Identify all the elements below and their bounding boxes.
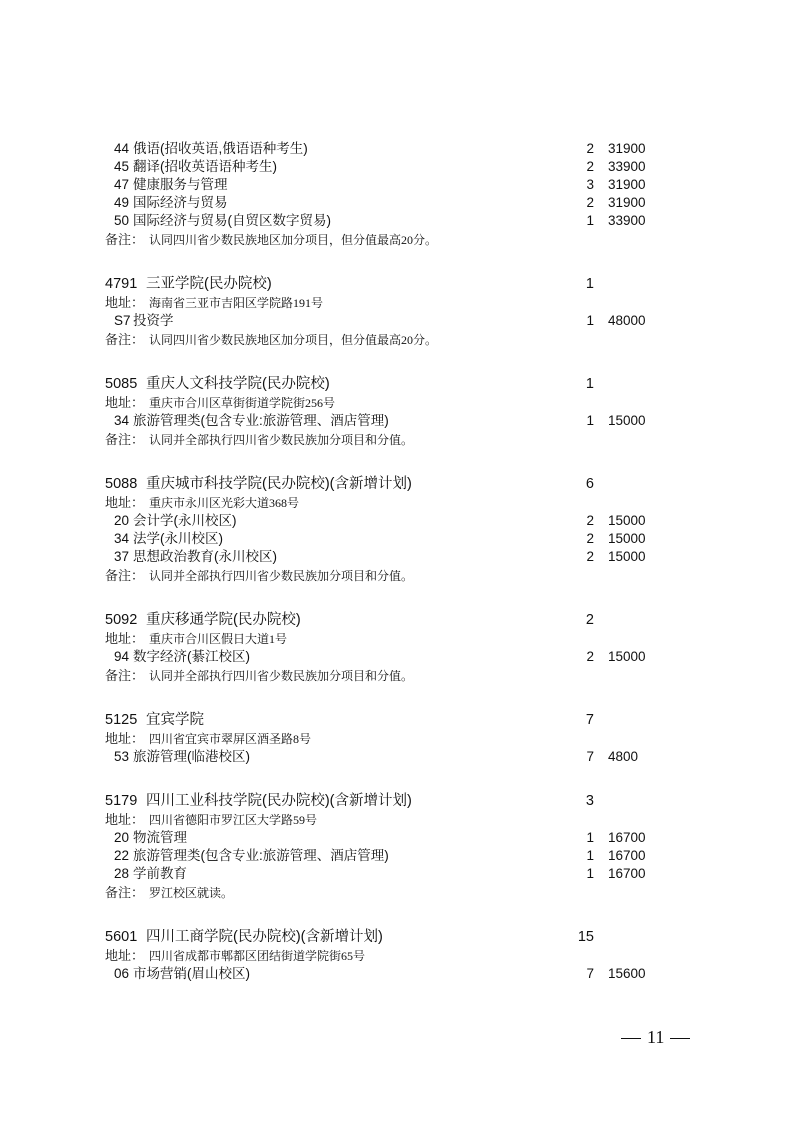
major-code: 53 <box>114 749 130 764</box>
major-row <box>0 312 793 330</box>
major-code: 45 <box>114 159 130 174</box>
major-code: 28 <box>114 866 130 881</box>
major-fee: 15000 <box>608 413 646 428</box>
major-row <box>0 194 793 212</box>
address-label: 地址： <box>105 812 145 827</box>
major-row <box>0 176 793 194</box>
major-row <box>0 158 793 176</box>
page-number-value: 11 <box>647 1027 665 1047</box>
major-count: 1 <box>586 866 594 881</box>
major-row <box>0 965 793 983</box>
school-header <box>0 611 793 629</box>
major-name: 数字经济(綦江校区) <box>133 649 250 664</box>
major-row <box>0 212 793 230</box>
major-name: 旅游管理类(包含专业:旅游管理、酒店管理) <box>133 848 389 863</box>
address-text: 重庆市合川区假日大道1号 <box>149 632 288 646</box>
major-row <box>0 648 793 666</box>
note-label: 备注： <box>105 332 145 347</box>
school-total: 1 <box>585 376 594 392</box>
note-label: 备注： <box>105 668 145 683</box>
major-count: 1 <box>586 313 594 328</box>
major-fee: 16700 <box>608 830 646 845</box>
school-name: 四川工商学院(民办院校)(含新增计划) <box>146 929 383 945</box>
major-fee: 15000 <box>608 549 646 564</box>
major-count: 2 <box>586 159 594 174</box>
address-label: 地址： <box>105 295 145 310</box>
address-line <box>0 630 793 648</box>
address-label: 地址： <box>105 731 145 746</box>
school-code: 5125 <box>105 712 138 728</box>
note-line <box>0 667 793 685</box>
major-fee: 31900 <box>608 177 646 192</box>
school-code: 4791 <box>105 276 138 292</box>
school-name: 重庆移通学院(民办院校) <box>146 612 301 628</box>
major-name: 学前教育 <box>133 866 187 881</box>
major-name: 市场营销(眉山校区) <box>133 966 250 981</box>
note-text: 认同并全部执行四川省少数民族加分项目和分值。 <box>149 569 414 583</box>
address-text: 四川省德阳市罗江区大学路59号 <box>149 813 318 827</box>
school-code: 5092 <box>105 612 138 628</box>
school-header <box>0 711 793 729</box>
page-number-dash-right <box>670 1038 690 1039</box>
major-count: 2 <box>586 549 594 564</box>
school-total: 1 <box>585 276 594 292</box>
major-code: 94 <box>114 649 130 664</box>
major-fee: 31900 <box>608 141 646 156</box>
note-label: 备注： <box>105 232 145 247</box>
address-label: 地址： <box>105 631 145 646</box>
major-code: 47 <box>114 177 130 192</box>
major-name: 翻译(招收英语语种考生) <box>133 159 277 174</box>
note-text: 认同并全部执行四川省少数民族加分项目和分值。 <box>149 669 414 683</box>
major-code: 34 <box>114 413 130 428</box>
major-fee: 15000 <box>608 531 646 546</box>
major-fee: 15000 <box>608 649 646 664</box>
note-line <box>0 431 793 449</box>
page-number-dash-left <box>621 1038 641 1039</box>
major-code: 22 <box>114 848 130 863</box>
address-text: 海南省三亚市吉阳区学院路191号 <box>149 296 324 310</box>
major-count: 2 <box>586 531 594 546</box>
major-fee: 16700 <box>608 848 646 863</box>
major-row <box>0 140 793 158</box>
school-name: 重庆人文科技学院(民办院校) <box>146 376 330 392</box>
school-total: 6 <box>585 476 594 492</box>
major-code: 44 <box>114 141 130 156</box>
major-count: 2 <box>586 513 594 528</box>
major-name: 旅游管理类(包含专业:旅游管理、酒店管理) <box>133 413 389 428</box>
school-total: 3 <box>585 793 594 809</box>
major-fee: 33900 <box>608 213 646 228</box>
address-line <box>0 730 793 748</box>
major-code: 06 <box>114 966 130 981</box>
major-name: 思想政治教育(永川校区) <box>133 549 277 564</box>
school-header <box>0 792 793 810</box>
major-fee: 15600 <box>608 966 646 981</box>
major-code: 49 <box>114 195 130 210</box>
major-count: 3 <box>586 177 594 192</box>
major-row <box>0 748 793 766</box>
major-fee: 33900 <box>608 159 646 174</box>
note-text: 认同四川省少数民族地区加分项目，但分值最高20分。 <box>149 333 438 347</box>
major-name: 健康服务与管理 <box>133 177 228 192</box>
major-name: 国际经济与贸易(自贸区数字贸易) <box>133 213 331 228</box>
note-line <box>0 884 793 902</box>
note-label: 备注： <box>105 885 145 900</box>
major-name: 法学(永川校区) <box>133 531 223 546</box>
major-count: 1 <box>586 213 594 228</box>
school-code: 5601 <box>105 929 138 945</box>
major-count: 2 <box>586 141 594 156</box>
school-name: 三亚学院(民办院校) <box>146 276 272 292</box>
address-line <box>0 494 793 512</box>
major-count: 7 <box>586 749 594 764</box>
note-line <box>0 567 793 585</box>
note-label: 备注： <box>105 432 145 447</box>
school-name: 重庆城市科技学院(民办院校)(含新增计划) <box>146 476 412 492</box>
note-text: 认同并全部执行四川省少数民族加分项目和分值。 <box>149 433 414 447</box>
major-code: 50 <box>114 213 130 228</box>
major-count: 1 <box>586 413 594 428</box>
school-total: 7 <box>585 712 594 728</box>
address-text: 四川省宜宾市翠屏区酒圣路8号 <box>149 732 312 746</box>
major-name: 俄语(招收英语,俄语语种考生) <box>133 141 308 156</box>
address-label: 地址： <box>105 948 145 963</box>
major-row <box>0 512 793 530</box>
note-label: 备注： <box>105 568 145 583</box>
major-count: 7 <box>586 966 594 981</box>
major-row <box>0 548 793 566</box>
major-fee: 16700 <box>608 866 646 881</box>
school-name: 四川工业科技学院(民办院校)(含新增计划) <box>146 793 412 809</box>
address-label: 地址： <box>105 395 145 410</box>
note-text: 认同四川省少数民族地区加分项目，但分值最高20分。 <box>149 233 438 247</box>
school-code: 5085 <box>105 376 138 392</box>
major-name: 旅游管理(临港校区) <box>133 749 250 764</box>
address-line <box>0 811 793 829</box>
address-text: 重庆市合川区草街街道学院街256号 <box>149 396 336 410</box>
major-row <box>0 530 793 548</box>
note-line <box>0 231 793 249</box>
major-code: 34 <box>114 531 130 546</box>
page-number <box>615 1026 696 1048</box>
address-label: 地址： <box>105 495 145 510</box>
major-name: 投资学 <box>133 313 174 328</box>
major-row <box>0 412 793 430</box>
major-code: S7 <box>114 313 131 328</box>
school-header <box>0 275 793 293</box>
major-name: 国际经济与贸易 <box>133 195 228 210</box>
address-line <box>0 394 793 412</box>
major-code: 20 <box>114 513 130 528</box>
major-fee: 15000 <box>608 513 646 528</box>
major-row <box>0 847 793 865</box>
school-code: 5179 <box>105 793 138 809</box>
address-line <box>0 294 793 312</box>
school-code: 5088 <box>105 476 138 492</box>
major-name: 会计学(永川校区) <box>133 513 237 528</box>
school-total: 15 <box>577 929 594 945</box>
note-line <box>0 331 793 349</box>
major-code: 37 <box>114 549 130 564</box>
address-line <box>0 947 793 965</box>
major-code: 20 <box>114 830 130 845</box>
school-name: 宜宾学院 <box>146 712 204 728</box>
school-total: 2 <box>585 612 594 628</box>
address-text: 重庆市永川区光彩大道368号 <box>149 496 300 510</box>
major-row <box>0 829 793 847</box>
school-header <box>0 475 793 493</box>
major-fee: 31900 <box>608 195 646 210</box>
major-count: 2 <box>586 195 594 210</box>
major-row <box>0 865 793 883</box>
major-count: 1 <box>586 848 594 863</box>
note-text: 罗江校区就读。 <box>149 886 234 900</box>
major-fee: 48000 <box>608 313 646 328</box>
school-header <box>0 375 793 393</box>
major-fee: 4800 <box>608 749 639 764</box>
address-text: 四川省成都市郫都区团结街道学院街65号 <box>149 949 366 963</box>
major-count: 1 <box>586 830 594 845</box>
school-header <box>0 928 793 946</box>
major-name: 物流管理 <box>133 830 187 845</box>
major-count: 2 <box>586 649 594 664</box>
